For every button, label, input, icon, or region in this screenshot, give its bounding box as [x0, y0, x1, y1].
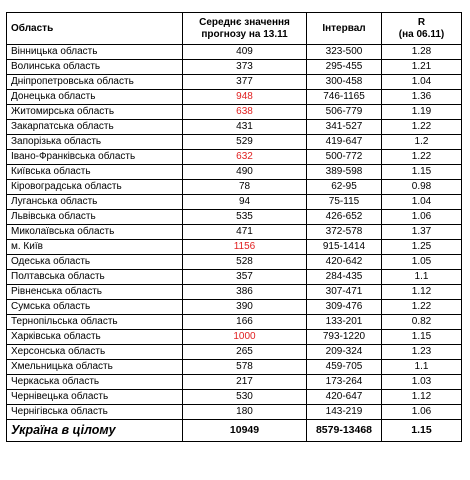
r-cell: 1.23 — [382, 345, 462, 360]
region-cell: Закарпатська область — [7, 120, 183, 135]
forecast-cell: 377 — [183, 75, 307, 90]
region-cell: Одеська область — [7, 255, 183, 270]
r-cell: 1.28 — [382, 45, 462, 60]
region-cell: Житомирська область — [7, 105, 183, 120]
forecast-cell: 1000 — [183, 330, 307, 345]
forecast-cell: 180 — [183, 405, 307, 420]
header-interval: Інтервал — [307, 13, 382, 45]
interval-cell: 75-115 — [307, 195, 382, 210]
forecast-cell: 490 — [183, 165, 307, 180]
header-forecast-line1: Середнє значення — [199, 16, 290, 28]
table-row — [7, 165, 462, 180]
header-r-line2: (на 06.11) — [398, 28, 445, 40]
region-cell: Тернопільська область — [7, 315, 183, 330]
forecast-cell: 948 — [183, 90, 307, 105]
table-row — [7, 60, 462, 75]
table-body — [7, 45, 462, 420]
interval-cell: 793-1220 — [307, 330, 382, 345]
region-cell: Харківська область — [7, 330, 183, 345]
forecast-cell: 530 — [183, 390, 307, 405]
header-r-line1: R — [417, 16, 426, 28]
interval-cell: 62-95 — [307, 180, 382, 195]
interval-cell: 341-527 — [307, 120, 382, 135]
table-row — [7, 195, 462, 210]
r-cell: 1.04 — [382, 75, 462, 90]
forecast-cell: 535 — [183, 210, 307, 225]
r-cell: 1.12 — [382, 285, 462, 300]
region-cell: Київська область — [7, 165, 183, 180]
table-row — [7, 285, 462, 300]
table-row — [7, 225, 462, 240]
region-cell: Вінницька область — [7, 45, 183, 60]
forecast-cell: 578 — [183, 360, 307, 375]
interval-cell: 506-779 — [307, 105, 382, 120]
interval-cell: 420-647 — [307, 390, 382, 405]
region-cell: Миколаївська область — [7, 225, 183, 240]
header-forecast-line2: прогнозу на 13.11 — [201, 28, 288, 40]
table-row — [7, 315, 462, 330]
forecast-cell: 431 — [183, 120, 307, 135]
r-cell: 1.04 — [382, 195, 462, 210]
forecast-cell: 357 — [183, 270, 307, 285]
total-forecast: 10949 — [183, 420, 307, 442]
r-cell: 1.37 — [382, 225, 462, 240]
region-cell: Полтавська область — [7, 270, 183, 285]
interval-cell: 500-772 — [307, 150, 382, 165]
r-cell: 1.03 — [382, 375, 462, 390]
forecast-cell: 529 — [183, 135, 307, 150]
table-row — [7, 330, 462, 345]
forecast-cell: 528 — [183, 255, 307, 270]
region-cell: Львівська область — [7, 210, 183, 225]
forecast-cell: 1156 — [183, 240, 307, 255]
forecast-cell: 390 — [183, 300, 307, 315]
forecast-cell: 166 — [183, 315, 307, 330]
region-cell: Чернівецька область — [7, 390, 183, 405]
region-cell: Сумська область — [7, 300, 183, 315]
r-cell: 1.1 — [382, 270, 462, 285]
interval-cell: 309-476 — [307, 300, 382, 315]
region-cell: Хмельницька область — [7, 360, 183, 375]
interval-cell: 133-201 — [307, 315, 382, 330]
region-cell: Чернігівська область — [7, 405, 183, 420]
table-row — [7, 75, 462, 90]
interval-cell: 209-324 — [307, 345, 382, 360]
r-cell: 1.06 — [382, 210, 462, 225]
table-row — [7, 45, 462, 60]
total-row — [7, 420, 462, 442]
table-row — [7, 255, 462, 270]
total-r: 1.15 — [382, 420, 462, 442]
table-row — [7, 210, 462, 225]
table-row — [7, 150, 462, 165]
interval-cell: 284-435 — [307, 270, 382, 285]
total-interval: 8579-13468 — [307, 420, 382, 442]
forecast-cell: 386 — [183, 285, 307, 300]
forecast-cell: 632 — [183, 150, 307, 165]
table-row — [7, 300, 462, 315]
region-cell: Волинська область — [7, 60, 183, 75]
r-cell: 1.22 — [382, 300, 462, 315]
region-cell: Дніпропетровська область — [7, 75, 183, 90]
interval-cell: 389-598 — [307, 165, 382, 180]
r-cell: 1.15 — [382, 165, 462, 180]
region-cell: Донецька область — [7, 90, 183, 105]
region-cell: Рівненська область — [7, 285, 183, 300]
total-region: Україна в цілому — [7, 420, 183, 442]
interval-cell: 426-652 — [307, 210, 382, 225]
table-row — [7, 180, 462, 195]
forecast-cell: 638 — [183, 105, 307, 120]
r-cell: 1.22 — [382, 120, 462, 135]
table-row — [7, 105, 462, 120]
table-row — [7, 240, 462, 255]
r-cell: 1.05 — [382, 255, 462, 270]
table-row — [7, 135, 462, 150]
interval-cell: 307-471 — [307, 285, 382, 300]
forecast-cell: 409 — [183, 45, 307, 60]
table-row — [7, 345, 462, 360]
r-cell: 1.12 — [382, 390, 462, 405]
region-cell: Івано-Франківська область — [7, 150, 183, 165]
table-row — [7, 405, 462, 420]
forecast-cell: 471 — [183, 225, 307, 240]
interval-cell: 323-500 — [307, 45, 382, 60]
forecast-cell: 265 — [183, 345, 307, 360]
table-row — [7, 90, 462, 105]
table-row — [7, 360, 462, 375]
interval-cell: 420-642 — [307, 255, 382, 270]
r-cell: 1.21 — [382, 60, 462, 75]
interval-cell: 746-1165 — [307, 90, 382, 105]
forecast-cell: 94 — [183, 195, 307, 210]
table-total — [7, 420, 462, 442]
interval-cell: 419-647 — [307, 135, 382, 150]
r-cell: 1.1 — [382, 360, 462, 375]
interval-cell: 173-264 — [307, 375, 382, 390]
table-row — [7, 390, 462, 405]
r-cell: 0.98 — [382, 180, 462, 195]
table-row — [7, 270, 462, 285]
r-cell: 1.19 — [382, 105, 462, 120]
table-header — [7, 13, 462, 45]
interval-cell: 372-578 — [307, 225, 382, 240]
forecast-table — [6, 12, 462, 442]
table-row — [7, 375, 462, 390]
interval-cell: 915-1414 — [307, 240, 382, 255]
region-cell: Херсонська область — [7, 345, 183, 360]
r-cell: 1.2 — [382, 135, 462, 150]
r-cell: 1.15 — [382, 330, 462, 345]
header-r — [382, 13, 462, 45]
interval-cell: 300-458 — [307, 75, 382, 90]
forecast-cell: 373 — [183, 60, 307, 75]
interval-cell: 295-455 — [307, 60, 382, 75]
forecast-cell: 217 — [183, 375, 307, 390]
header-region: Область — [7, 13, 183, 45]
forecast-cell: 78 — [183, 180, 307, 195]
region-cell: Черкаська область — [7, 375, 183, 390]
interval-cell: 143-219 — [307, 405, 382, 420]
interval-cell: 459-705 — [307, 360, 382, 375]
header-forecast — [183, 13, 307, 45]
region-cell: Запорізька область — [7, 135, 183, 150]
table-row — [7, 120, 462, 135]
region-cell: Кіровоградська область — [7, 180, 183, 195]
r-cell: 1.06 — [382, 405, 462, 420]
r-cell: 1.25 — [382, 240, 462, 255]
r-cell: 0.82 — [382, 315, 462, 330]
region-cell: м. Київ — [7, 240, 183, 255]
r-cell: 1.22 — [382, 150, 462, 165]
region-cell: Луганська область — [7, 195, 183, 210]
r-cell: 1.36 — [382, 90, 462, 105]
